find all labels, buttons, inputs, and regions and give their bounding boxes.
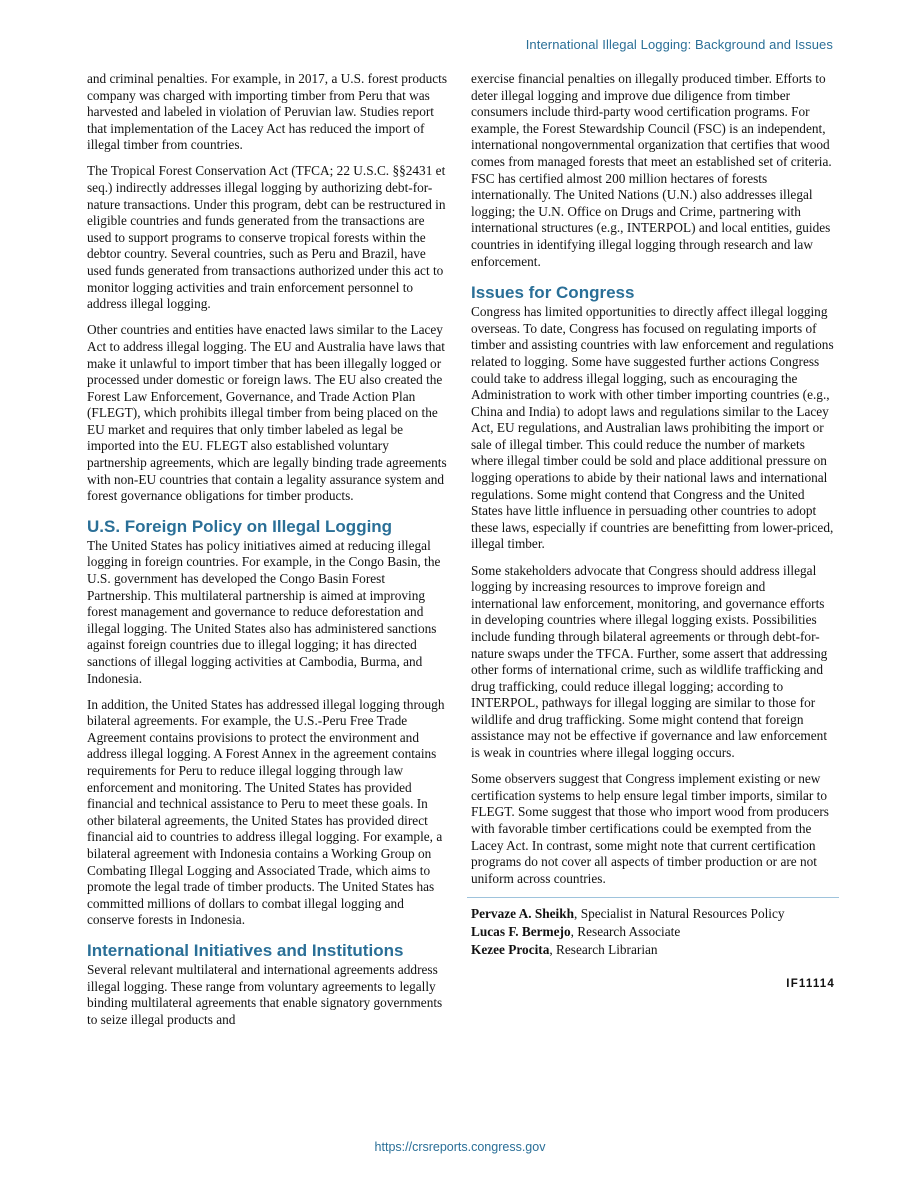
paragraph-certification-programs: exercise financial penalties on illegally produced timber. Efforts to deter illegal logging and improve due diligence from timber consumers include third-party wood certification programs. For example, the Forest Stewardship Council (FSC) is an independent, international nongovernmental organization that certifies that wood comes from managed forests that meet an established set of criteria. FSC has certified almost 200 million hectares of forests internationally. The United Nations (U.N.) also addresses illegal logging; the U.N. Office on Drugs and Crime, partnering with international structures (e.g., INTERPOL) and local entities, guides countries in identifying illegal logging through research and law enforcement. xyxy=(471,71,832,269)
author-name: Kezee Procita xyxy=(471,942,550,958)
author-line xyxy=(471,906,835,923)
paragraph-lacey-act-penalties: and criminal penalties. For example, in 2017, a U.S. forest products company was charged with importing timber from Peru that was harvested and labeled in violation of Peruvian law. Studies report that implementation of the Lacey Act has reduced the import of illegal timber from countries. xyxy=(87,71,448,153)
paragraph-multilateral-agreements: Several relevant multilateral and international agreements address illegal logging. These range from voluntary agreements to legally binding multilateral agreements that enable signatory governments to seize illegal products and xyxy=(87,962,443,1027)
heading-us-foreign-policy: U.S. Foreign Policy on Illegal Logging xyxy=(87,516,393,536)
paragraph-observers-certification: Some observers suggest that Congress implement existing or new certification systems to help ensure legal timber imports, similar to FLEGT. Some suggest that those who import wood from producers with favorable timber certifications could be exempted from the Lacey Act. In contrast, some might note that current certification programs do not cover all aspects of timber production or are not uniform across countries. xyxy=(471,771,829,886)
author-line xyxy=(471,942,835,959)
author-role: , Specialist in Natural Resources Policy xyxy=(574,905,785,921)
author-divider xyxy=(467,897,839,898)
author-line xyxy=(471,924,835,941)
heading-international-initiatives: International Initiatives and Institutions xyxy=(87,941,404,960)
author-name: Lucas F. Bermejo xyxy=(471,924,571,940)
author-role: , Research Librarian xyxy=(549,942,658,958)
paragraph-bilateral-agreements: In addition, the United States has addressed illegal logging through bilateral agreements. For example, the U.S.-Peru Free Trade Agreement contains provisions to protect the environment and address illegal logging. A Forest Annex in the agreement contains requirements for Peru to reduce illegal logging through law enforcement and monitoring. The United States has provided financial and technical assistance to Peru to meet these goals. In other bilateral agreements, the United States has provided direct financial aid to countries to address illegal logging. For example, a bilateral agreement with Indonesia contains a Working Group on Combating Illegal Logging and Associated Trade, which aims to promote the legal trade of timber products. The United States has committed millions of dollars to combat illegal logging and conserve forests in Indonesia. xyxy=(87,696,445,928)
paragraph-us-policy-initiatives: The United States has policy initiatives aimed at reducing illegal logging in foreign countries. For example, in the Congo Basin, the U.S. government has developed the Congo Basin Forest Partnership. This multilateral partnership is aimed at improving forest management and governance to reduce deforestation and illegal logging. The United States also has administered sanctions against foreign countries due to illegal logging; it has directed sanctions of illegal logging activities at Cambodia, Burma, and Indonesia. xyxy=(87,537,441,686)
footer-url-link[interactable]: https://crsreports.congress.gov xyxy=(374,1140,546,1154)
left-column xyxy=(87,71,451,1038)
paragraph-other-countries-laws: Other countries and entities have enacted laws similar to the Lacey Act to address illegal logging. The EU and Australia have laws that make it unlawful to import timber that has been illegally logged or processed under domestic or foreign laws. The EU also created the Forest Law Enforcement, Governance, and Trade Action Plan (FLEGT), which prohibits illegal timber from being placed on the EU market and requires that only timber labeled as legal be imported into the EU. FLEGT also established voluntary partnership agreements, which are legally binding trade agreements with non-EU countries that contain a legality assurance system and forest governance obligations for timber products. xyxy=(87,322,447,504)
right-column xyxy=(471,71,835,993)
author-name: Pervaze A. Sheikh xyxy=(471,905,575,921)
heading-issues-for-congress: Issues for Congress xyxy=(471,283,635,303)
author-role: , Research Associate xyxy=(570,924,681,940)
paragraph-stakeholders-advocate: Some stakeholders advocate that Congress should address illegal logging by increasing resources to improve foreign and international law enforcement, monitoring, and governance efforts in developing countries where illegal logging exists. Possibilities include funding through bilateral agreements or through debt-for-nature swaps under the TFCA. Further, some assert that addressing other forms of international crime, such as wildlife trafficking and drug trafficking, could reduce illegal logging; according to INTERPOL, pathways for illegal logging are similar to those for wildlife and drug trafficking. Some might contend that foreign assistance may not be effective if governance and law enforcement is weak in countries where illegal logging occurs. xyxy=(471,562,828,761)
report-id: IF11114 xyxy=(786,978,835,991)
running-header-title: International Illegal Logging: Background and Issues xyxy=(525,37,833,52)
paragraph-tfca: The Tropical Forest Conservation Act (TFCA; 22 U.S.C. §§2431 et seq.) indirectly addresses illegal logging by authorizing debt-for-nature transactions. Under this program, debt can be restructured in eligible countries and funds generated from the transactions are used to support programs to conserve tropical forests within the debtor country. Several countries, such as Peru and Brazil, have used funds generated from transactions authorized under this act to monitor logging activities and train enforcement personnel to address illegal logging. xyxy=(87,163,446,312)
paragraph-congress-opportunities: Congress has limited opportunities to directly affect illegal logging overseas. To date, Congress has focused on regulating imports of timber and assisting countries with law enforcement and regulations related to logging. Some have suggested further actions Congress could take to address illegal logging, such as encouraging the Administration to work with other timber importing countries (e.g., China and India) to adopt laws and regulations similar to the Lacey Act, EU regulations, and Australian laws prohibiting the import or sale of illegal timber. This could reduce the number of markets where illegal timber could be sold and place additional pressure on logging operations to abide by their national laws and international regulations. Some might contend that Congress and the United States have little influence in persuading other countries to adopt these laws, especially if countries are benefitting from lower-priced, illegal timber. xyxy=(471,304,834,552)
